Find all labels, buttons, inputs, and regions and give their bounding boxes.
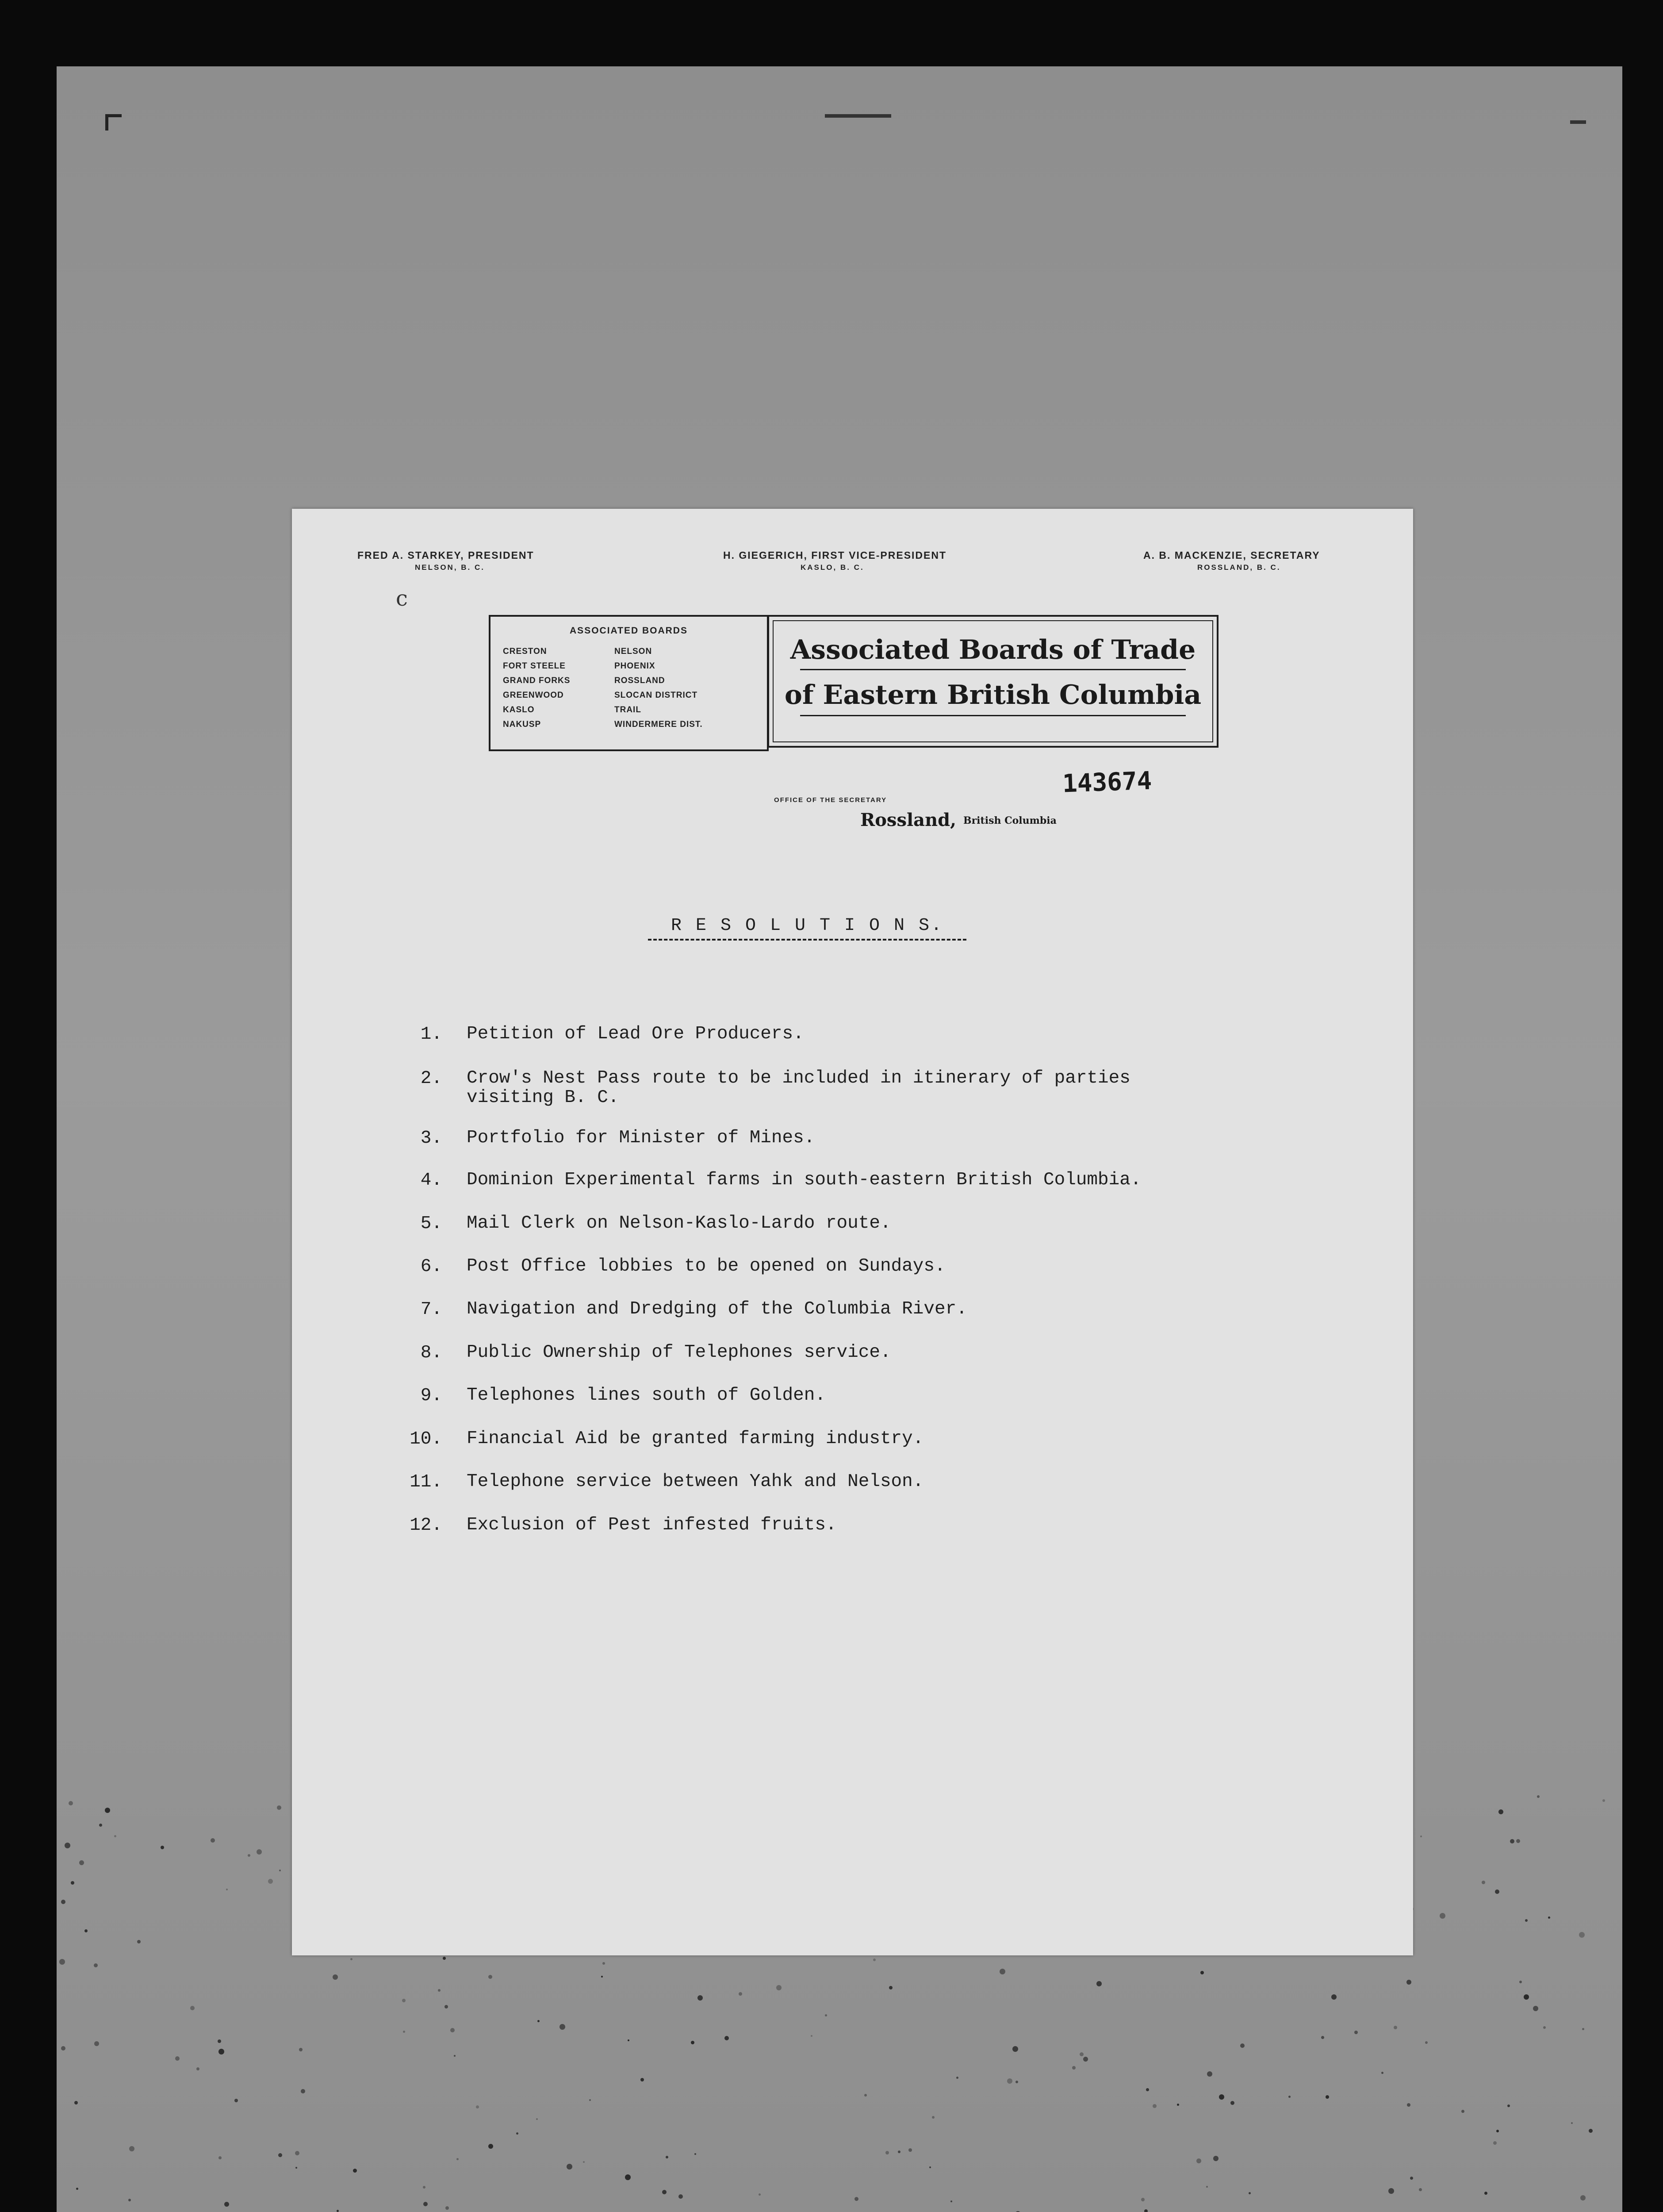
film-speck: [739, 1992, 742, 1996]
secretary-location: ROSSLAND, B. C.: [1197, 563, 1281, 572]
resolution-text: Mail Clerk on Nelson-Kaslo-Lardo route.: [467, 1213, 891, 1233]
film-speck: [908, 2148, 912, 2152]
top-right-frame-mark: [1570, 120, 1586, 124]
film-speck: [602, 1962, 605, 1965]
office-city: Rossland,: [860, 810, 957, 830]
film-speck: [516, 2132, 518, 2135]
org-title-line1: Associated Boards of Trade: [790, 634, 1196, 665]
resolution-number: 6.: [420, 1256, 442, 1277]
film-speck: [403, 2031, 405, 2033]
film-speck: [691, 2041, 694, 2044]
film-speck: [454, 2055, 456, 2057]
film-speck: [1406, 1980, 1411, 1985]
film-speck: [114, 1835, 116, 1837]
film-speck: [1425, 2041, 1428, 2044]
film-speck: [1589, 2129, 1593, 2133]
film-speck: [759, 2193, 761, 2196]
film-speck: [161, 1846, 164, 1849]
film-speck: [1524, 1994, 1529, 2000]
film-speck: [137, 1940, 141, 1943]
resolution-text: Telephone service between Yahk and Nelson.: [467, 1471, 924, 1492]
resolution-number: 3.: [420, 1128, 442, 1148]
film-speck: [873, 1959, 876, 1961]
film-speck: [277, 1805, 281, 1810]
vice-president-location: KASLO, B. C.: [801, 563, 864, 572]
boards-left-column: [503, 644, 570, 732]
document-stamp-number: 143674: [1061, 766, 1153, 799]
film-speck: [1381, 2072, 1383, 2074]
office-label: OFFICE OF THE SECRETARY: [774, 796, 887, 804]
film-speck: [257, 1849, 262, 1855]
board-item: GRAND FORKS: [503, 676, 571, 685]
vice-president-name: H. GIEGERICH, FIRST VICE-PRESIDENT: [723, 549, 947, 561]
film-speck: [450, 2028, 455, 2032]
film-speck: [1394, 2026, 1397, 2029]
document-heading: R E S O L U T I O N S.: [671, 916, 944, 936]
board-item: NAKUSP: [503, 720, 541, 729]
film-speck: [59, 1959, 65, 1965]
film-speck: [1153, 2104, 1157, 2108]
film-speck: [61, 2046, 65, 2051]
film-speck: [1240, 2043, 1245, 2048]
film-speck: [299, 2048, 303, 2051]
resolution-number: 5.: [420, 1214, 442, 1234]
handwritten-mark: c: [396, 586, 408, 611]
secretary-name: A. B. MACKENZIE, SECRETARY: [1143, 549, 1320, 561]
resolution-number: 8.: [420, 1343, 442, 1363]
film-speck: [1496, 2130, 1499, 2132]
resolution-number: 12.: [410, 1515, 442, 1536]
film-speck: [65, 1843, 70, 1848]
film-speck: [1543, 2026, 1546, 2029]
president-credit: [357, 549, 534, 572]
film-speck: [1213, 2156, 1219, 2161]
film-speck: [445, 2206, 449, 2210]
film-speck: [1096, 1981, 1102, 1986]
film-speck: [337, 2210, 339, 2212]
corner-crop-mark: [105, 114, 122, 131]
film-speck: [1582, 2028, 1584, 2030]
film-speck: [224, 2202, 229, 2207]
film-speck: [1177, 2104, 1179, 2106]
film-speck: [662, 2190, 667, 2194]
secretary-credit: [1143, 549, 1320, 572]
film-speck: [402, 1999, 406, 2002]
associated-boards-heading: ASSOCIATED BOARDS: [570, 626, 688, 636]
resolution-number: 4.: [420, 1170, 442, 1190]
resolution-number: 7.: [420, 1299, 442, 1320]
film-speck: [94, 2041, 99, 2046]
film-speck: [1507, 2104, 1510, 2107]
film-speck: [488, 1975, 492, 1979]
film-speck: [1571, 2122, 1573, 2124]
film-speck: [1200, 1971, 1204, 1974]
film-speck: [488, 2144, 493, 2149]
title-underline: [800, 669, 1186, 670]
resolution-text: Post Office lobbies to be opened on Sundays.: [467, 1256, 946, 1276]
film-speck: [1000, 1969, 1005, 1974]
film-speck: [444, 2005, 448, 2008]
film-speck: [74, 2101, 78, 2104]
film-speck: [248, 1854, 250, 1857]
resolution-number: 10.: [410, 1429, 442, 1449]
resolution-text: Dominion Experimental farms in south-eastern British Columbia.: [467, 1170, 1142, 1190]
film-speck: [1516, 1839, 1520, 1843]
film-speck: [628, 2039, 629, 2041]
vice-president-credit: [723, 549, 946, 572]
film-speck: [94, 1963, 98, 1967]
film-speck: [1207, 2071, 1212, 2077]
film-speck: [567, 2164, 572, 2170]
resolution-text: Financial Aid be granted farming industry.: [467, 1429, 924, 1449]
film-speck: [76, 2188, 78, 2190]
film-speck: [84, 1929, 88, 1932]
film-speck: [218, 2049, 224, 2055]
film-speck: [226, 1889, 228, 1890]
resolution-text: Portfolio for Minister of Mines.: [467, 1128, 815, 1148]
film-speck: [1219, 2094, 1224, 2100]
film-speck: [1420, 1836, 1422, 1837]
resolution-text: Public Ownership of Telephones service.: [467, 1342, 891, 1363]
film-speck: [864, 2094, 867, 2097]
film-speck: [1407, 2103, 1410, 2107]
film-speck: [423, 2186, 425, 2189]
film-speck: [1533, 2006, 1538, 2011]
film-speck: [438, 1989, 441, 1992]
film-speck: [1072, 2066, 1076, 2070]
office-province: British Columbia: [963, 815, 1057, 826]
film-speck: [811, 2035, 812, 2037]
film-speck: [128, 2199, 131, 2201]
film-speck: [1525, 1919, 1528, 1922]
film-speck: [1482, 1881, 1485, 1884]
boards-right-column: [614, 644, 703, 732]
film-speck: [234, 2099, 238, 2102]
film-speck: [640, 2078, 644, 2081]
film-speck: [423, 2202, 428, 2206]
president-location: NELSON, B. C.: [415, 563, 485, 572]
resolution-number: 2.: [420, 1068, 442, 1089]
film-speck: [295, 2167, 297, 2169]
film-speck: [666, 2156, 668, 2158]
film-speck: [601, 1976, 603, 1978]
film-speck: [1083, 2057, 1088, 2062]
film-speck: [175, 2056, 180, 2061]
film-speck: [268, 1879, 273, 1884]
film-speck: [889, 1986, 893, 1989]
film-speck: [1440, 1913, 1445, 1919]
top-frame-mark: [825, 114, 891, 118]
board-item: WINDERMERE DIST.: [614, 720, 703, 729]
film-speck: [1230, 2101, 1234, 2105]
board-item: SLOCAN DISTRICT: [614, 691, 698, 700]
board-item: GREENWOOD: [503, 691, 564, 700]
film-speck: [1461, 2110, 1464, 2113]
film-speck: [625, 2174, 631, 2180]
film-speck: [1484, 2192, 1487, 2195]
film-speck: [1602, 1799, 1605, 1802]
film-speck: [196, 2067, 199, 2070]
film-speck: [105, 1808, 110, 1813]
film-speck: [99, 1824, 102, 1827]
film-speck: [1388, 2188, 1394, 2194]
board-item: KASLO: [503, 705, 535, 714]
film-speck: [218, 2156, 222, 2159]
film-speck: [1080, 2052, 1084, 2056]
film-speck: [854, 2197, 858, 2201]
film-speck: [929, 2166, 931, 2168]
film-speck: [1206, 2186, 1208, 2188]
film-speck: [537, 2020, 540, 2022]
film-speck: [956, 2077, 958, 2079]
film-speck: [1537, 1795, 1540, 1798]
film-speck: [678, 2194, 683, 2199]
film-speck: [1495, 1889, 1499, 1894]
film-speck: [350, 1958, 353, 1960]
film-speck: [1326, 2095, 1329, 2099]
film-speck: [301, 2089, 305, 2093]
film-speck: [583, 2161, 585, 2163]
film-speck: [694, 2153, 696, 2155]
resolution-text: Navigation and Dredging of the Columbia River.: [467, 1299, 967, 1319]
film-speck: [724, 2036, 729, 2040]
resolution-number: 9.: [420, 1386, 442, 1406]
film-speck: [1580, 2195, 1586, 2200]
org-title-line2: of Eastern British Columbia: [784, 680, 1202, 710]
film-speck: [69, 1801, 73, 1805]
board-item: TRAIL: [614, 705, 641, 714]
film-speck: [950, 2200, 952, 2202]
film-speck: [1321, 2036, 1324, 2039]
film-speck: [79, 1860, 84, 1865]
film-speck: [476, 2105, 479, 2108]
film-speck: [295, 2151, 299, 2155]
film-speck: [218, 2039, 221, 2043]
film-speck: [71, 1881, 74, 1885]
letter-sheet: [292, 509, 1413, 1955]
film-speck: [1015, 2081, 1018, 2083]
film-speck: [825, 2014, 827, 2016]
film-speck: [1288, 2096, 1291, 2098]
film-speck: [1410, 2177, 1413, 2180]
resolution-text: Petition of Lead Ore Producers.: [467, 1024, 804, 1044]
film-speck: [1354, 2031, 1358, 2034]
film-speck: [898, 2151, 900, 2153]
film-speck: [1331, 1994, 1337, 2000]
film-speck: [353, 2169, 357, 2173]
film-speck: [1498, 1809, 1503, 1814]
film-speck: [211, 1838, 215, 1843]
film-speck: [190, 2006, 195, 2010]
film-speck: [1146, 2088, 1149, 2091]
film-speck: [1548, 1916, 1550, 1919]
film-speck: [1493, 2141, 1497, 2145]
film-speck: [443, 1957, 446, 1960]
board-item: NELSON: [614, 647, 652, 656]
resolution-text: Exclusion of Pest infested fruits.: [467, 1515, 837, 1535]
film-speck: [885, 2151, 889, 2154]
resolution-number: 11.: [410, 1472, 442, 1492]
film-speck: [1510, 1839, 1514, 1843]
board-item: CRESTON: [503, 647, 547, 656]
film-speck: [1196, 2158, 1201, 2163]
film-speck: [333, 1974, 338, 1980]
film-speck: [697, 1995, 703, 2001]
film-speck: [61, 1900, 65, 1904]
president-name: FRED A. STARKEY, PRESIDENT: [357, 549, 534, 561]
organization-title-box: [767, 615, 1219, 748]
resolution-text: Telephones lines south of Golden.: [467, 1385, 826, 1406]
film-speck: [1141, 2198, 1145, 2201]
resolution-text: Crow's Nest Pass route to be included in itinerary of parties visiting B. C.: [467, 1068, 1130, 1108]
film-speck: [456, 2158, 459, 2160]
resolution-number: 1.: [420, 1024, 442, 1045]
film-speck: [932, 2116, 935, 2119]
board-item: FORT STEELE: [503, 661, 566, 671]
film-speck: [1419, 2188, 1422, 2191]
film-speck: [1519, 1981, 1522, 1983]
film-speck: [589, 2099, 591, 2101]
associated-boards-box: [489, 615, 769, 751]
film-speck: [1007, 2078, 1012, 2084]
film-speck: [1012, 2046, 1018, 2052]
film-speck: [279, 1870, 281, 1871]
film-speck: [559, 2024, 565, 2030]
film-speck: [536, 2118, 538, 2120]
board-item: ROSSLAND: [614, 676, 665, 685]
board-item: PHOENIX: [614, 661, 655, 671]
film-speck: [1579, 1932, 1585, 1938]
heading-underline: [648, 939, 966, 941]
film-speck: [1249, 2192, 1251, 2194]
title-underline: [800, 715, 1186, 716]
film-speck: [278, 2153, 282, 2157]
film-speck: [776, 1985, 782, 1990]
film-speck: [129, 2146, 134, 2151]
